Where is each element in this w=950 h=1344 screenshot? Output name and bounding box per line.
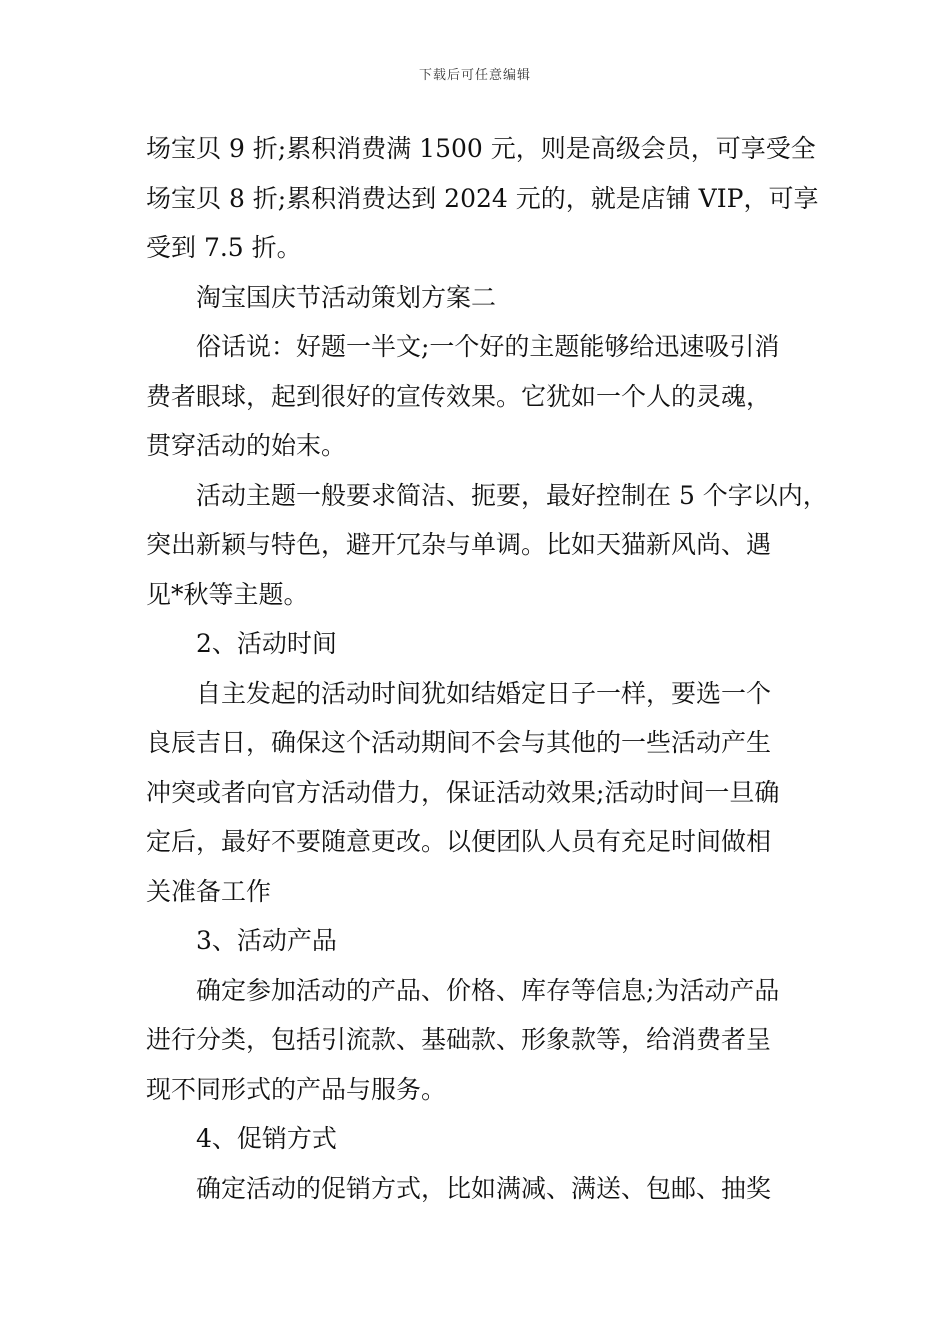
text-line: 自主发起的活动时间犹如结婚定日子一样，要选一个 — [196, 678, 772, 708]
section-heading: 2、活动时间 — [196, 629, 337, 658]
text-line: 确定参加活动的产品、价格、库存等信息;为活动产品 — [196, 975, 780, 1005]
text-line: 贯穿活动的始末。 — [146, 431, 347, 460]
text-line: 现不同形式的产品与服务。 — [146, 1074, 447, 1104]
section-title: 淘宝国庆节活动策划方案二 — [196, 282, 497, 312]
text-line: 活动主题一般要求简洁、扼要，最好控制在 5 个字以内， — [196, 480, 828, 510]
text-line: 进行分类，包括引流款、基础款、形象款等，给消费者呈 — [146, 1025, 772, 1054]
section-heading: 3、活动产品 — [196, 926, 337, 955]
text-line: 场宝贝 8 折;累积消费达到 2024 元的，就是店铺 VIP，可享 — [146, 183, 819, 213]
text-line: 受到 7.5 折。 — [146, 233, 302, 262]
section-heading: 4、促销方式 — [196, 1124, 337, 1153]
text-line: 冲突或者向官方活动借力，保证活动效果;活动时间一旦确 — [146, 777, 780, 807]
text-line: 良辰吉日，确保这个活动期间不会与其他的一些活动产生 — [146, 728, 772, 757]
document-body — [146, 124, 826, 1213]
text-line: 确定活动的促销方式，比如满减、满送、包邮、抽奖 — [196, 1173, 772, 1203]
text-line: 定后，最好不要随意更改。以便团队人员有充足时间做相 — [146, 827, 772, 856]
text-line: 关准备工作 — [146, 876, 272, 906]
page-header: 下载后可任意编辑 — [418, 68, 531, 83]
text-line: 场宝贝 9 折;累积消费满 1500 元，则是高级会员，可享受全 — [146, 134, 816, 163]
text-line: 见*秋等主题。 — [146, 579, 309, 609]
text-line: 费者眼球，起到很好的宣传效果。它犹如一个人的灵魂， — [146, 381, 772, 411]
text-line: 俗话说：好题一半文;一个好的主题能够给迅速吸引消 — [196, 332, 780, 361]
text-line: 突出新颖与特色，避开冗杂与单调。比如天猫新风尚、遇 — [146, 530, 772, 559]
